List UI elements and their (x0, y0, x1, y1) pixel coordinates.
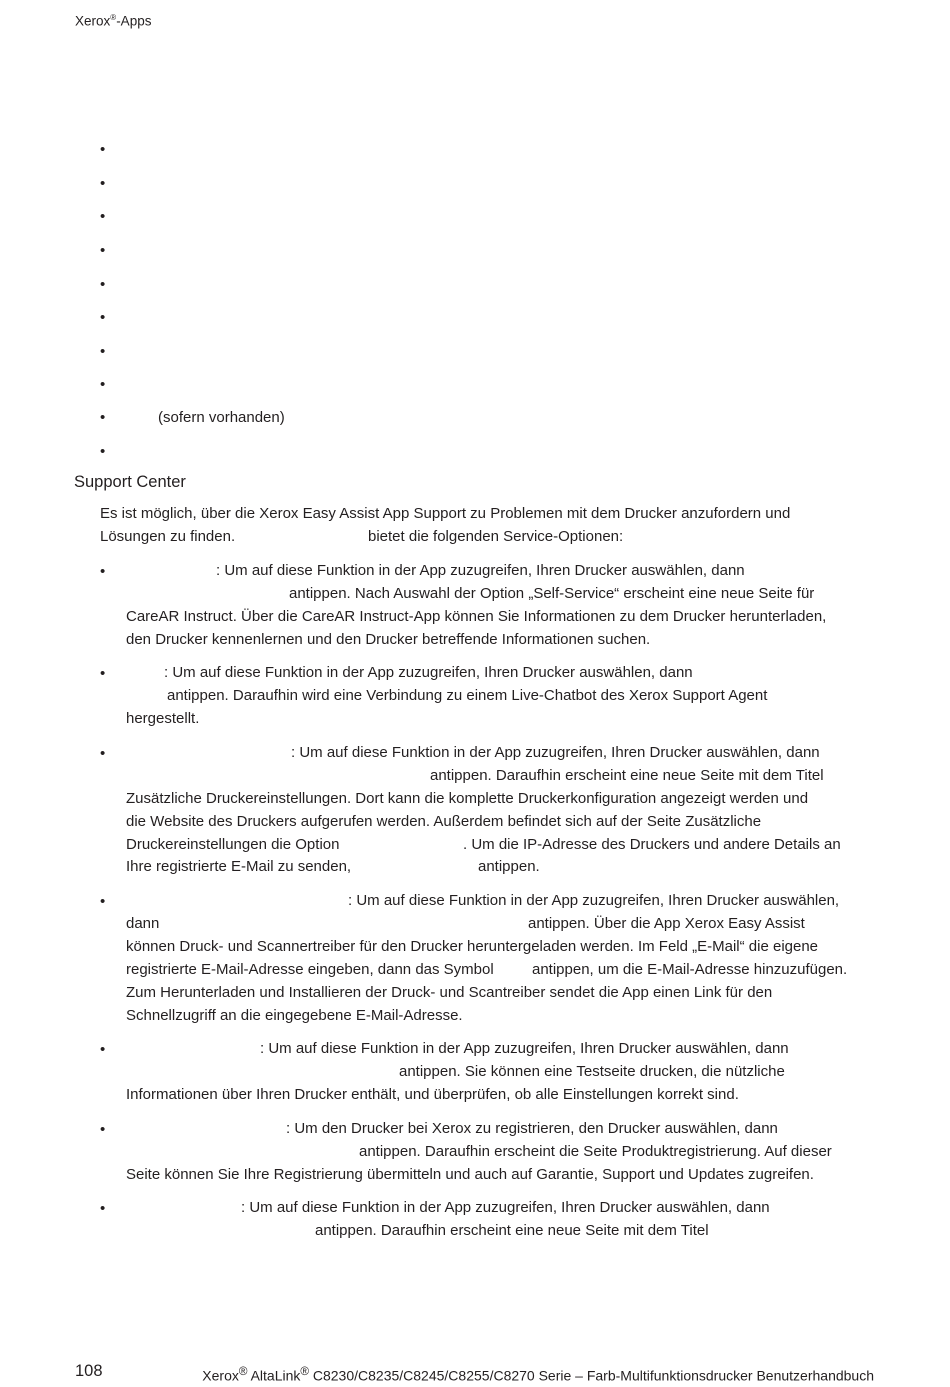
entry-line: antippen. (478, 858, 540, 875)
list-bullet: • (100, 276, 106, 293)
list-bullet: • (100, 409, 106, 426)
entry-line: : Um auf diese Funktion in der App zuzugreifen, Ihren Drucker auswählen, dann (260, 1040, 789, 1057)
entry-line: antippen. Daraufhin wird eine Verbindung zu einem Live-Chatbot des Xerox Support Agent (167, 687, 768, 704)
entry-line: : Um auf diese Funktion in der App zuzugreifen, Ihren Drucker auswählen, dann (216, 562, 745, 579)
list-bullet: • (100, 1041, 106, 1058)
entry-line: antippen, um die E-Mail-Adresse hinzuzufügen. (532, 961, 848, 978)
entry-line: Seite können Sie Ihre Registrierung übermitteln und auch auf Garantie, Support und Updates zugreifen. (126, 1166, 814, 1183)
list-bullet: • (100, 1121, 106, 1138)
list-bullet: • (100, 563, 106, 580)
list-bullet: • (100, 745, 106, 762)
list-bullet: • (100, 893, 106, 910)
entry-line: dann (126, 915, 160, 932)
entry-line: Druckereinstellungen die Option (126, 836, 340, 853)
entry-line: registrierte E-Mail-Adresse eingeben, dann das Symbol (126, 961, 494, 978)
list-bullet: • (100, 443, 106, 460)
list-item-text: (sofern vorhanden) (158, 409, 285, 426)
list-bullet: • (100, 175, 106, 192)
entry-line: antippen. Sie können eine Testseite drucken, die nützliche (399, 1063, 785, 1080)
list-bullet: • (100, 242, 106, 259)
entry-line: Zum Herunterladen und Installieren der Druck- und Scantreiber sendet die App einen Link für den (126, 984, 773, 1001)
list-bullet: • (100, 141, 106, 158)
running-head: Xerox®-Apps (75, 13, 152, 29)
list-bullet: • (100, 376, 106, 393)
entry-line: antippen. Nach Auswahl der Option „Self-Service“ erscheint eine neue Seite für (289, 585, 815, 602)
section-heading: Support Center (74, 473, 186, 491)
entry-line: CareAR Instruct. Über die CareAR Instruct-App können Sie Informationen zu dem Drucker herunterladen, (126, 608, 827, 625)
entry-line: antippen. Über die App Xerox Easy Assist (528, 915, 805, 932)
entry-line: : Um auf diese Funktion in der App zuzugreifen, Ihren Drucker auswählen, dann (164, 664, 693, 681)
entry-line: . Um die IP-Adresse des Druckers und andere Details an (463, 836, 841, 853)
entry-line: Informationen über Ihren Drucker enthält, und überprüfen, ob alle Einstellungen korrekt sind. (126, 1086, 739, 1103)
entry-line: können Druck- und Scannertreiber für den Drucker heruntergeladen werden. Im Feld „E-Mail“ die eigene (126, 938, 819, 955)
entry-line: antippen. Daraufhin erscheint eine neue Seite mit dem Titel (430, 767, 824, 784)
list-bullet: • (100, 665, 106, 682)
list-bullet: • (100, 1200, 106, 1217)
intro-line: Es ist möglich, über die Xerox Easy Assist App Support zu Problemen mit dem Drucker anzufordern und (100, 505, 791, 522)
list-bullet: • (100, 208, 106, 225)
entry-line: den Drucker kennenlernen und den Drucker betreffende Informationen suchen. (126, 631, 651, 648)
entry-line: Zusätzliche Druckereinstellungen. Dort kann die komplette Druckerkonfiguration angezeigt werden und (126, 790, 809, 807)
intro-line: bietet die folgenden Service-Optionen: (368, 528, 624, 545)
entry-line: antippen. Daraufhin erscheint eine neue Seite mit dem Titel (315, 1222, 709, 1239)
entry-line: : Um auf diese Funktion in der App zuzugreifen, Ihren Drucker auswählen, dann (291, 744, 820, 761)
entry-line: hergestellt. (126, 710, 200, 727)
entry-line: Ihre registrierte E-Mail zu senden, (126, 858, 352, 875)
list-bullet: • (100, 309, 106, 326)
page-number: 108 (75, 1362, 103, 1380)
entry-line: die Website des Druckers aufgerufen werden. Außerdem befindet sich auf der Seite Zusätzliche (126, 813, 762, 830)
entry-line: : Um auf diese Funktion in der App zuzugreifen, Ihren Drucker auswählen, dann (241, 1199, 770, 1216)
entry-line: : Um auf diese Funktion in der App zuzugreifen, Ihren Drucker auswählen, (348, 892, 840, 909)
intro-line: Lösungen zu finden. (100, 528, 236, 545)
footer-title: Xerox® AltaLink® C8230/C8235/C8245/C8255/C8270 Serie – Farb-Multifunktionsdrucker Benutzerhandbuch (202, 1365, 874, 1384)
entry-line: Schnellzugriff an die eingegebene E-Mail-Adresse. (126, 1007, 463, 1024)
entry-line: antippen. Daraufhin erscheint die Seite Produktregistrierung. Auf dieser (359, 1143, 832, 1160)
entry-line: : Um den Drucker bei Xerox zu registrieren, den Drucker auswählen, dann (286, 1120, 778, 1137)
list-bullet: • (100, 343, 106, 360)
